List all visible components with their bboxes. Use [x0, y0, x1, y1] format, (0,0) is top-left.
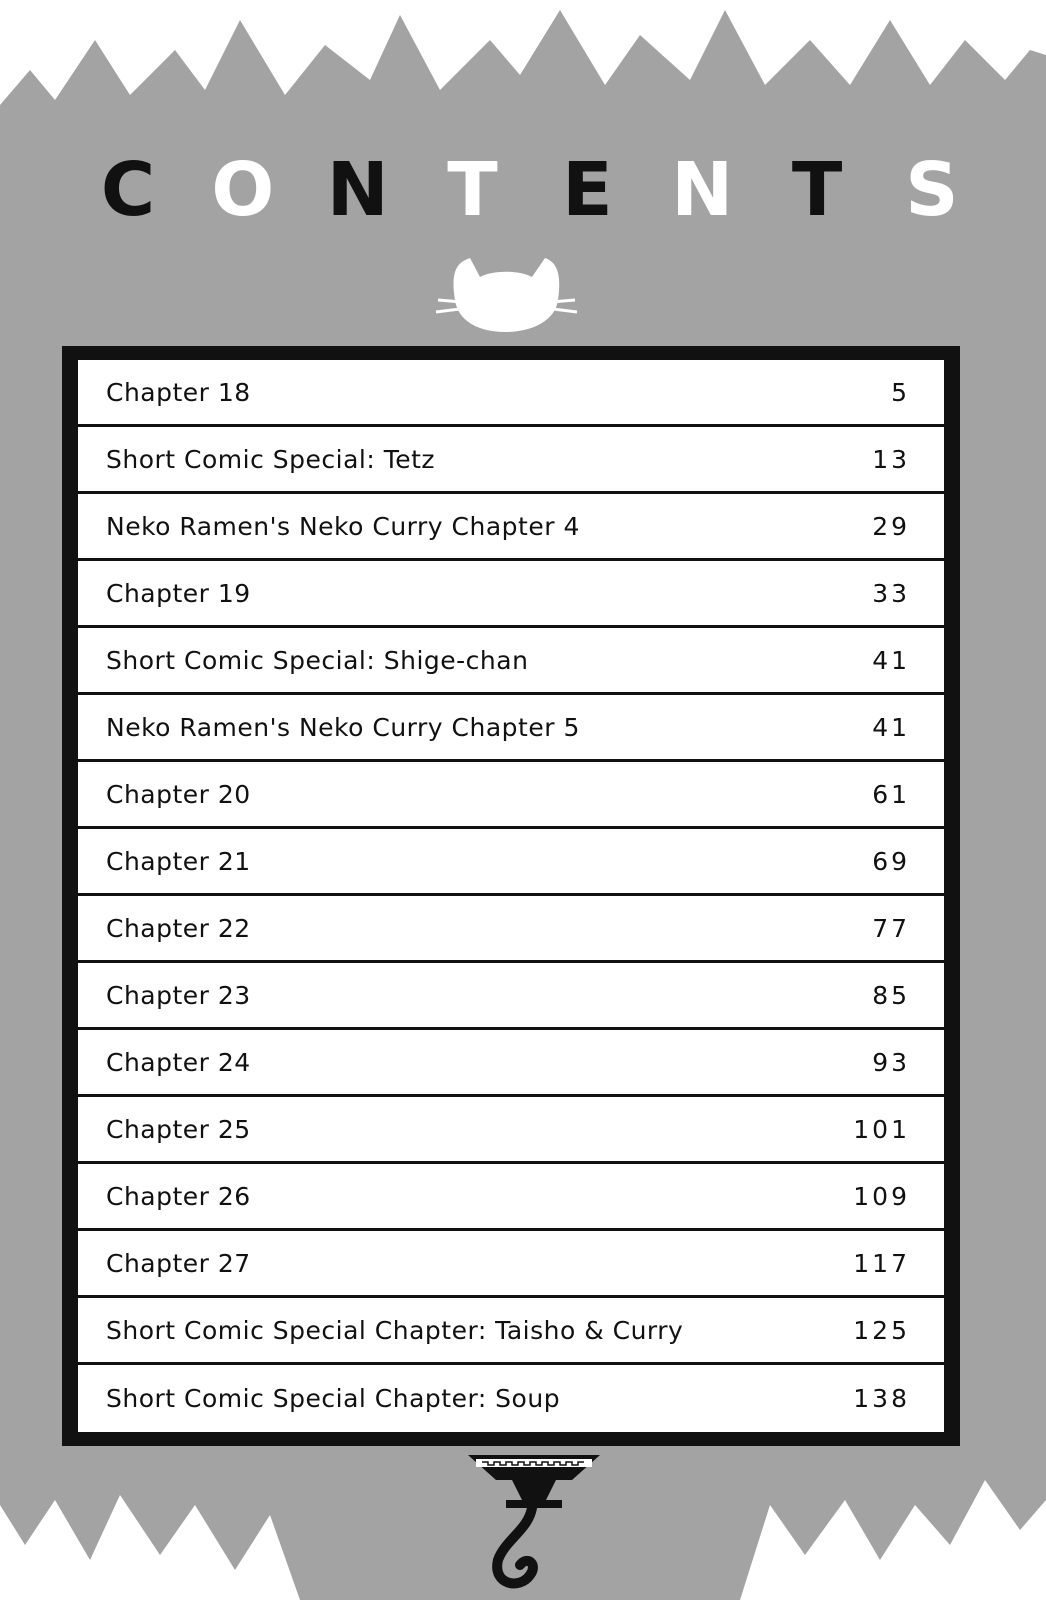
- toc-entry-title: Chapter 24: [106, 1047, 251, 1077]
- toc-entry-page: 109: [853, 1181, 910, 1211]
- toc-entry-title: Chapter 27: [106, 1248, 251, 1278]
- toc-entry-title: Chapter 23: [106, 980, 251, 1010]
- toc-entry[interactable]: [78, 695, 944, 762]
- toc-entry-title: Neko Ramen's Neko Curry Chapter 5: [106, 712, 580, 742]
- toc-list: [78, 360, 944, 1432]
- toc-entry[interactable]: [78, 1231, 944, 1298]
- toc-entry-page: 5: [891, 377, 910, 407]
- toc-entry-title: Chapter 26: [106, 1181, 251, 1211]
- toc-entry-page: 41: [872, 645, 910, 675]
- heading-letter: S: [905, 147, 959, 233]
- toc-entry-page: 85: [872, 980, 910, 1010]
- toc-entry[interactable]: [78, 427, 944, 494]
- toc-entry-page: 77: [872, 913, 910, 943]
- heading-letter: O: [211, 147, 275, 233]
- toc-entry-title: Neko Ramen's Neko Curry Chapter 4: [106, 511, 580, 541]
- toc-entry[interactable]: [78, 494, 944, 561]
- toc-entry-page: 101: [853, 1114, 910, 1144]
- toc-entry-page: 41: [872, 712, 910, 742]
- toc-entry-title: Chapter 21: [106, 846, 251, 876]
- toc-entry-page: 13: [872, 444, 910, 474]
- contents-heading: [80, 147, 980, 233]
- toc-entry-page: 117: [853, 1248, 910, 1278]
- toc-entry[interactable]: [78, 1030, 944, 1097]
- toc-entry-title: Short Comic Special: Tetz: [106, 444, 436, 474]
- toc-entry-page: 33: [872, 578, 910, 608]
- heading-letter: N: [326, 147, 389, 233]
- toc-entry-page: 29: [872, 511, 910, 541]
- toc-entry-title: Chapter 19: [106, 578, 251, 608]
- heading-letter: N: [671, 147, 734, 233]
- toc-entry[interactable]: [78, 1298, 944, 1365]
- toc-entry[interactable]: [78, 896, 944, 963]
- toc-entry-title: Short Comic Special: Shige-chan: [106, 645, 529, 675]
- heading-letter: C: [100, 147, 156, 233]
- toc-entry-page: 138: [853, 1384, 910, 1413]
- toc-entry-title: Chapter 22: [106, 913, 251, 943]
- toc-entry-title: Chapter 18: [106, 377, 251, 407]
- toc-entry[interactable]: [78, 561, 944, 628]
- toc-entry[interactable]: [78, 1365, 944, 1432]
- toc-entry-page: 69: [872, 846, 910, 876]
- heading-letter: T: [447, 147, 498, 233]
- toc-entry-page: 125: [853, 1315, 910, 1345]
- toc-entry[interactable]: [78, 628, 944, 695]
- heading-letter: T: [791, 147, 843, 233]
- toc-entry[interactable]: [78, 762, 944, 829]
- toc-entry-title: Short Comic Special Chapter: Taisho & Curry: [106, 1315, 684, 1345]
- toc-entry-title: Chapter 25: [106, 1114, 251, 1144]
- toc-entry-page: 61: [872, 779, 910, 809]
- toc-entry[interactable]: [78, 1164, 944, 1231]
- table-of-contents: [62, 346, 960, 1446]
- heading-letter: E: [562, 147, 613, 233]
- toc-entry[interactable]: [78, 360, 944, 427]
- toc-entry[interactable]: [78, 829, 944, 896]
- toc-entry[interactable]: [78, 963, 944, 1030]
- toc-entry-title: Chapter 20: [106, 779, 251, 809]
- toc-entry-page: 93: [872, 1047, 910, 1077]
- toc-entry[interactable]: [78, 1097, 944, 1164]
- toc-entry-title: Short Comic Special Chapter: Soup: [106, 1384, 561, 1413]
